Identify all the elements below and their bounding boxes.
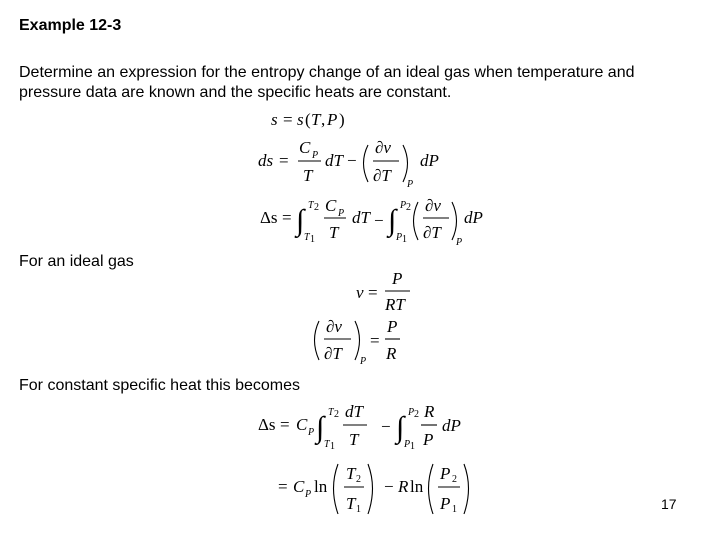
svg-text:P: P <box>404 439 411 450</box>
svg-text:1: 1 <box>356 504 361 515</box>
svg-text:R: R <box>398 477 409 496</box>
svg-text:2: 2 <box>414 409 419 420</box>
svg-text:P: P <box>308 427 315 438</box>
svg-text:1: 1 <box>402 234 407 245</box>
svg-text:∫: ∫ <box>388 204 397 237</box>
problem-statement: Determine an expression for the entropy change of an ideal gas when temperature and pressure data are known and the specific heats are constant. <box>19 64 635 101</box>
svg-text:T: T <box>304 232 310 243</box>
svg-text:2: 2 <box>314 202 319 213</box>
equation-state-function <box>268 108 368 132</box>
svg-text:=: = <box>282 208 292 227</box>
svg-text:T: T <box>349 430 359 449</box>
svg-text:=: = <box>278 477 288 496</box>
svg-text:∂T: ∂T <box>373 166 391 185</box>
svg-text:2: 2 <box>334 409 339 420</box>
svg-text:P: P <box>400 200 407 211</box>
svg-text:−: − <box>347 151 357 170</box>
svg-text:=: = <box>280 415 290 434</box>
svg-text:P: P <box>408 407 415 418</box>
svg-text:dP: dP <box>464 208 483 227</box>
svg-text:s: s <box>271 110 278 129</box>
svg-text:T: T <box>311 110 321 129</box>
svg-text:∂v: ∂v <box>375 138 391 157</box>
svg-text:=: = <box>283 110 293 129</box>
svg-text:∂v: ∂v <box>326 317 342 336</box>
svg-text:T: T <box>328 407 334 418</box>
svg-text:P: P <box>456 237 463 248</box>
svg-text:1: 1 <box>330 441 335 452</box>
svg-text:P: P <box>396 232 403 243</box>
svg-text:P: P <box>440 494 451 513</box>
svg-text:ln: ln <box>314 477 328 496</box>
svg-text:Δs: Δs <box>258 415 276 434</box>
constant-cp-label: For constant specific heat this becomes <box>19 377 301 394</box>
svg-text:P: P <box>327 110 338 129</box>
svg-text:(: ( <box>305 110 311 129</box>
equation-constant-cp-integral <box>256 402 476 456</box>
svg-text:P: P <box>338 208 345 219</box>
svg-text:C: C <box>293 477 305 496</box>
svg-text:2: 2 <box>452 474 457 485</box>
ideal-gas-label: For an ideal gas <box>19 253 134 270</box>
svg-text:T: T <box>308 200 314 211</box>
svg-text:−: − <box>374 211 384 230</box>
svg-text:1: 1 <box>452 504 457 515</box>
svg-text:C: C <box>296 415 308 434</box>
svg-text:1: 1 <box>310 234 315 245</box>
example-heading: Example 12-3 <box>19 17 122 34</box>
svg-text:C: C <box>325 196 337 215</box>
svg-text:−: − <box>381 417 391 436</box>
svg-text:T: T <box>346 494 356 513</box>
svg-text:P: P <box>387 317 398 336</box>
svg-text:R: R <box>424 402 435 421</box>
svg-text:P: P <box>305 489 312 500</box>
svg-text:dT: dT <box>345 402 363 421</box>
svg-text:P: P <box>440 464 451 483</box>
svg-text:Δs: Δs <box>260 208 278 227</box>
svg-text:T: T <box>324 439 330 450</box>
svg-text:,: , <box>321 110 326 129</box>
equation-ideal-gas-volume <box>352 268 422 316</box>
svg-text:∫: ∫ <box>396 411 405 444</box>
svg-text:dP: dP <box>420 151 439 170</box>
svg-text:T: T <box>303 166 313 185</box>
page-number: 17 <box>661 496 677 512</box>
svg-text:∂T: ∂T <box>423 223 441 242</box>
svg-text:v: v <box>356 283 364 302</box>
svg-text:dP: dP <box>442 416 461 435</box>
svg-text:∂T: ∂T <box>324 344 342 363</box>
svg-text:ln: ln <box>410 477 424 496</box>
svg-text:dT: dT <box>352 208 370 227</box>
equation-entropy-integral <box>258 196 498 250</box>
svg-text:∫: ∫ <box>296 204 305 237</box>
svg-text:P: P <box>360 356 367 367</box>
svg-text:dT: dT <box>325 151 343 170</box>
svg-text:s: s <box>297 110 304 129</box>
equation-partial-derivative <box>310 318 410 368</box>
svg-text:−: − <box>384 477 394 496</box>
svg-text:=: = <box>279 151 289 170</box>
svg-text:P: P <box>312 150 319 161</box>
svg-text:): ) <box>339 110 345 129</box>
svg-text:R: R <box>386 344 397 363</box>
svg-text:T: T <box>346 464 356 483</box>
svg-text:2: 2 <box>406 202 411 213</box>
equation-final-result <box>276 458 486 522</box>
svg-text:P: P <box>423 430 434 449</box>
svg-text:2: 2 <box>356 474 361 485</box>
svg-text:∂v: ∂v <box>425 196 441 215</box>
svg-text:=: = <box>370 331 380 350</box>
equation-entropy-differential <box>255 136 455 192</box>
svg-text:=: = <box>368 283 378 302</box>
svg-text:1: 1 <box>410 441 415 452</box>
svg-text:∫: ∫ <box>316 411 325 444</box>
svg-text:P: P <box>392 269 403 288</box>
svg-text:RT: RT <box>385 295 405 314</box>
svg-text:C: C <box>299 138 311 157</box>
svg-text:T: T <box>329 223 339 242</box>
svg-text:ds: ds <box>258 151 274 170</box>
svg-text:P: P <box>407 179 414 190</box>
